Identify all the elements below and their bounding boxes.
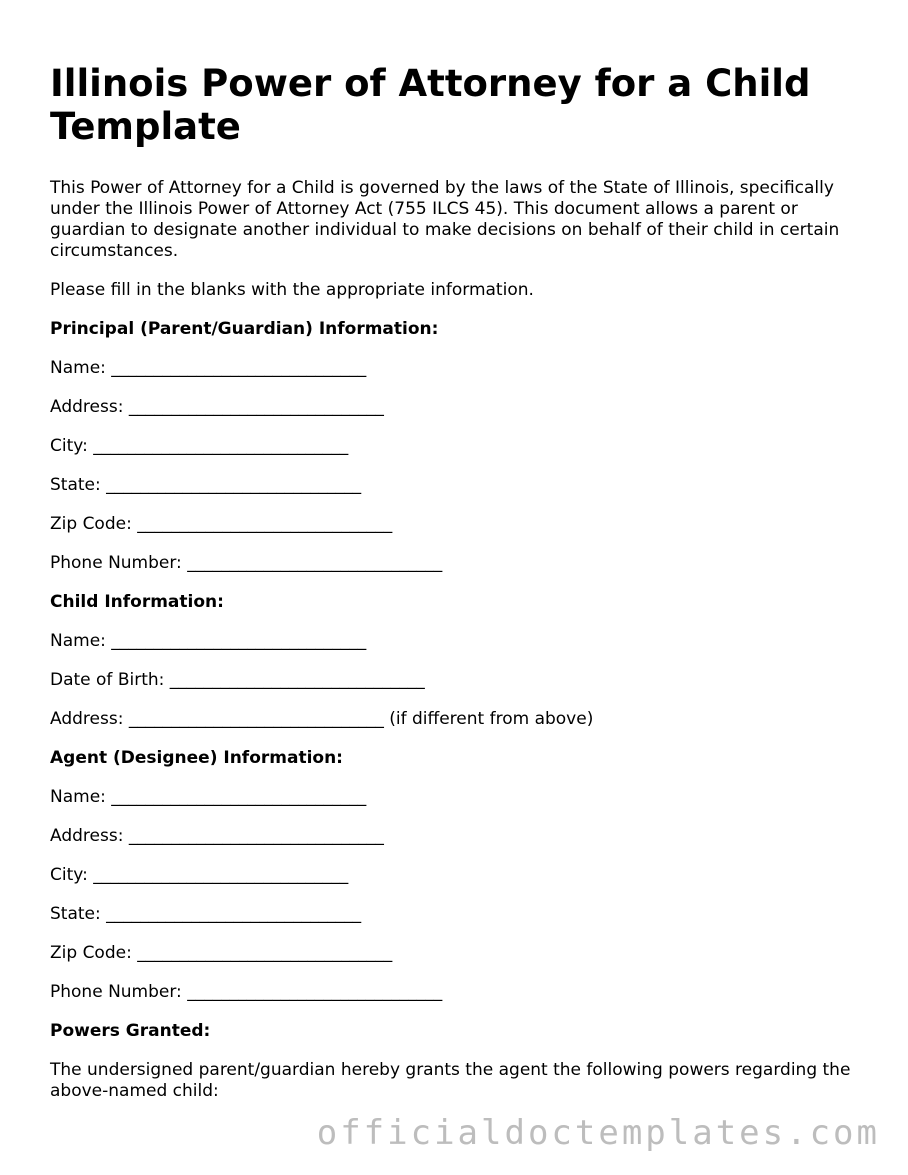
principal-city-field[interactable] <box>50 436 870 457</box>
field-label: State: <box>50 904 101 924</box>
agent-phone-field[interactable] <box>50 982 870 1003</box>
field-label: Name: <box>50 787 106 807</box>
document-page <box>50 62 870 1102</box>
blank-line[interactable]: ______________________________ <box>128 709 384 729</box>
principal-name-field[interactable] <box>50 358 870 379</box>
field-label: Address: <box>50 709 124 729</box>
blank-line[interactable]: ______________________________ <box>93 436 349 456</box>
agent-name-field[interactable] <box>50 787 870 808</box>
fill-instruction: Please fill in the blanks with the appropriate information. <box>50 280 534 300</box>
blank-line[interactable]: ______________________________ <box>128 826 384 846</box>
field-label: City: <box>50 436 88 456</box>
blank-line[interactable]: ______________________________ <box>137 943 393 963</box>
blank-line[interactable]: ______________________________ <box>111 358 367 378</box>
field-label: Phone Number: <box>50 982 182 1002</box>
field-label: Zip Code: <box>50 514 132 534</box>
field-label: State: <box>50 475 101 495</box>
blank-line[interactable]: ______________________________ <box>137 514 393 534</box>
agent-state-field[interactable] <box>50 904 870 925</box>
child-address-field[interactable] <box>50 709 870 730</box>
blank-line[interactable]: ______________________________ <box>106 904 362 924</box>
blank-line[interactable]: ______________________________ <box>169 670 425 690</box>
agent-city-field[interactable] <box>50 865 870 886</box>
field-label: Name: <box>50 631 106 651</box>
blank-line[interactable]: ______________________________ <box>187 982 443 1002</box>
child-dob-field[interactable] <box>50 670 870 691</box>
field-label: Zip Code: <box>50 943 132 963</box>
child-name-field[interactable] <box>50 631 870 652</box>
intro-paragraph: This Power of Attorney for a Child is governed by the laws of the State of Illinois, specifically under the Illinois Power of Attorney Act (755 ILCS 45). This document allows a parent or guardian to designate another individual to make decisions on behalf of their child in certain circumstances. <box>50 178 840 261</box>
field-label: Date of Birth: <box>50 670 165 690</box>
field-label: Address: <box>50 397 124 417</box>
blank-line[interactable]: ______________________________ <box>128 397 384 417</box>
principal-heading: Principal (Parent/Guardian) Information: <box>50 319 439 339</box>
blank-line[interactable]: ______________________________ <box>93 865 349 885</box>
blank-line[interactable]: ______________________________ <box>187 553 443 573</box>
address-note: (if different from above) <box>389 709 594 729</box>
field-label: Name: <box>50 358 106 378</box>
blank-line[interactable]: ______________________________ <box>111 787 367 807</box>
principal-address-field[interactable] <box>50 397 870 418</box>
principal-state-field[interactable] <box>50 475 870 496</box>
powers-heading: Powers Granted: <box>50 1021 211 1041</box>
field-label: Phone Number: <box>50 553 182 573</box>
field-label: Address: <box>50 826 124 846</box>
principal-zip-field[interactable] <box>50 514 870 535</box>
principal-phone-field[interactable] <box>50 553 870 574</box>
blank-line[interactable]: ______________________________ <box>111 631 367 651</box>
document-title: Illinois Power of Attorney for a Child Template <box>50 62 811 148</box>
blank-line[interactable]: ______________________________ <box>106 475 362 495</box>
field-label: City: <box>50 865 88 885</box>
powers-text: The undersigned parent/guardian hereby grants the agent the following powers regarding the above-named child: <box>50 1060 851 1101</box>
agent-heading: Agent (Designee) Information: <box>50 748 343 768</box>
agent-zip-field[interactable] <box>50 943 870 964</box>
child-heading: Child Information: <box>50 592 224 612</box>
watermark: officialdoctemplates.com <box>316 1113 880 1153</box>
agent-address-field[interactable] <box>50 826 870 847</box>
